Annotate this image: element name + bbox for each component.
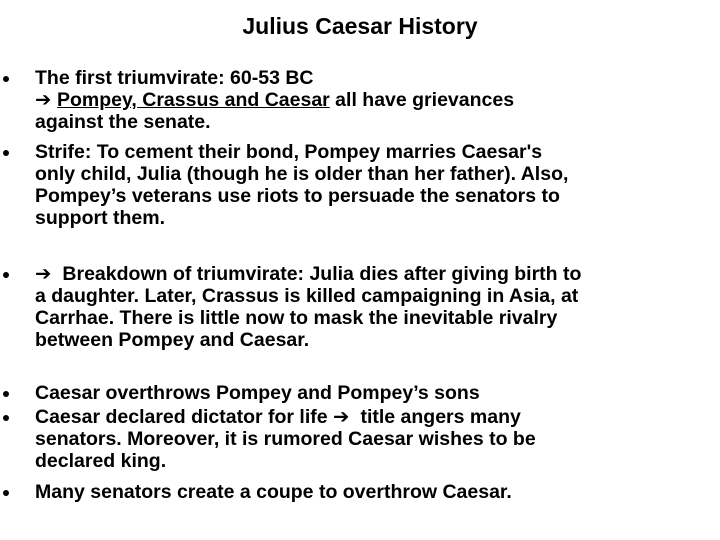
- underlined-text: Pompey, Crassus and Caesar: [57, 89, 330, 111]
- line-text: Caesar declared dictator for life: [35, 406, 334, 428]
- bullet-line: [35, 207, 711, 229]
- bullet-text: [35, 481, 711, 503]
- bullet-line: [35, 307, 711, 329]
- bullet-line: [35, 481, 711, 503]
- bullet-dot-icon: [3, 391, 9, 397]
- bullet-line: [35, 89, 711, 111]
- bullet-dot-icon: [3, 150, 9, 156]
- bullet-line: [35, 111, 711, 133]
- line-text: only child, Julia (though he is older than her father). Also,: [35, 163, 569, 185]
- bullet-line: [35, 382, 711, 404]
- line-text: Strife: To cement their bond, Pompey marries Caesar's: [35, 141, 543, 163]
- bullet-line: [35, 141, 711, 163]
- line-text: title angers many: [355, 406, 521, 428]
- line-text: between Pompey and Caesar.: [35, 329, 310, 351]
- arrow-right-icon: ➔: [35, 89, 52, 111]
- bullet-text: [35, 406, 711, 472]
- line-text: support them.: [35, 207, 165, 229]
- line-text: Pompey’s veterans use riots to persuade the senators to: [35, 185, 560, 207]
- bullet-line: [35, 285, 711, 307]
- line-text: all have grievances: [329, 89, 515, 111]
- line-text: senators. Moreover, it is rumored Caesar wishes to be: [35, 428, 536, 450]
- bullet-line: [35, 67, 711, 89]
- bullet-text: [35, 141, 711, 229]
- bullet-dot-icon: [3, 76, 9, 82]
- bullet-dot-icon: [3, 415, 9, 421]
- bullet-text: [35, 67, 711, 133]
- line-text: The first triumvirate: 60-53 BC: [35, 67, 314, 89]
- line-text: declared king.: [35, 450, 167, 472]
- bullet-dot-icon: [3, 272, 9, 278]
- bullet-line: [35, 428, 711, 450]
- line-text: against the senate.: [35, 111, 211, 133]
- arrow-right-icon: ➔: [35, 263, 52, 285]
- line-text: Caesar overthrows Pompey and Pompey’s sons: [35, 382, 480, 404]
- bullet-line: [35, 263, 711, 285]
- bullet-line: [35, 163, 711, 185]
- line-text: Breakdown of triumvirate: Julia dies after giving birth to: [57, 263, 582, 285]
- bullet-line: [35, 329, 711, 351]
- line-text: a daughter. Later, Crassus is killed campaigning in Asia, at: [35, 285, 579, 307]
- arrow-right-icon: ➔: [333, 406, 350, 428]
- line-text: Carrhae. There is little now to mask the inevitable rivalry: [35, 307, 558, 329]
- bullet-line: [35, 450, 711, 472]
- bullet-text: [35, 263, 711, 351]
- bullet-line: [35, 406, 711, 428]
- line-text: Many senators create a coupe to overthrow Caesar.: [35, 481, 512, 503]
- bullet-line: [35, 185, 711, 207]
- page-title: Julius Caesar History: [242, 13, 478, 39]
- bullet-text: [35, 382, 711, 404]
- bullet-dot-icon: [3, 490, 9, 496]
